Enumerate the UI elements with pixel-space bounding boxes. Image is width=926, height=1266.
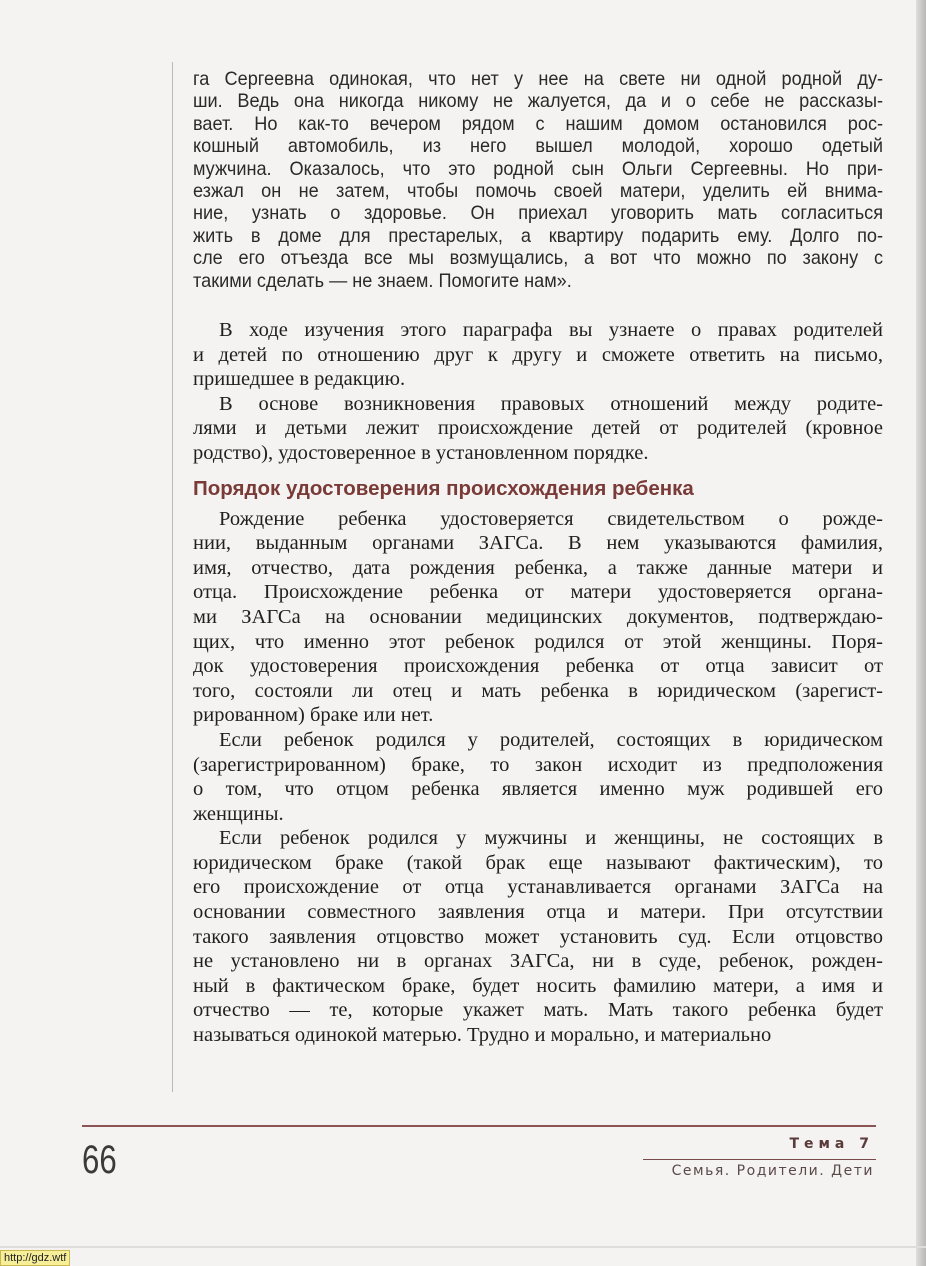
paragraph-line: отца. Происхождение ребенка от матери удостоверяется органа- [193, 581, 883, 604]
paragraph-line: юридическом браке (такой брак еще называют фактическим), то [193, 851, 883, 874]
paragraph-line: ми ЗАГСа на основании медицинских документов, подтверждаю- [193, 605, 883, 628]
letter-line: жить в доме для престарелых, а квартиру подарить ему. Долго по- [193, 224, 884, 247]
letter-line: ши. Ведь она никогда никому не жалуется, да и о себе не рассказы- [193, 90, 884, 113]
paragraph-line: щих, что именно этот ребенок родился от этой женщины. Поря- [193, 630, 883, 653]
topic-label: Тема 7 [789, 1136, 874, 1152]
paragraph-line: отчество — те, которые укажет мать. Мать такого ребенка будет [193, 999, 883, 1022]
letter-line: вает. Но как-то вечером рядом с нашим домом остановился рос- [193, 112, 884, 135]
paragraph-line: док удостоверения происхождения ребенка от отца зависит от [193, 655, 883, 678]
letter-line: ние, узнать о здоровье. Он приехал уговорить мать согласиться [193, 202, 884, 225]
paragraph-line: Если ребенок родился у мужчины и женщины, не состоящих в [219, 827, 883, 850]
letter-line: такими сделать — не знаем. Помогите нам». [193, 269, 572, 292]
letter-quote [193, 68, 883, 292]
paragraph-line: основании совместного заявления отца и матери. При отсутствии [193, 901, 883, 924]
letter-line: сле его отъезда все мы возмущались, а вот что можно по закону с [193, 247, 884, 270]
page-bottom-edge [0, 1246, 926, 1248]
footer-rule [82, 1125, 876, 1127]
letter-line: езжал он не затем, чтобы помочь своей матери, уделить ей внима- [193, 179, 884, 202]
paragraph-line: не установлено ни в органах ЗАГСа, ни в суде, ребенок, рожден- [193, 950, 883, 973]
page-number: 66 [82, 1138, 117, 1182]
paragraph-line: называться одинокой матерью. Трудно и морально, и материально [193, 1024, 772, 1047]
letter-line: га Сергеевна одинокая, что нет у нее на свете ни одной родной ду- [193, 68, 884, 90]
paragraph-line: ный в фактическом браке, будет носить фамилию матери, а имя и [193, 974, 883, 997]
paragraph-line: пришедшее в редакцию. [193, 368, 406, 391]
paragraph-line: лями и детьми лежит происхождение детей от родителей (кровное [193, 417, 883, 440]
letter-line: мужчина. Оказалось, что это родной сын Ольги Сергеевны. Но при- [193, 157, 884, 180]
paragraph-line: нии, выданным органами ЗАГСа. В нем указываются фамилия, [193, 532, 883, 555]
margin-rule [172, 62, 173, 1092]
paragraph-line: того, состояли ли отец и мать ребенка в юридическом (зарегист- [193, 679, 883, 702]
paragraph-line: женщины. [193, 802, 284, 825]
paragraph-line: Рождение ребенка удостоверяется свидетельством о рожде- [219, 507, 883, 530]
topic-rule [643, 1159, 876, 1160]
paragraph-line: о том, что отцом ребенка является именно муж родившей его [193, 778, 883, 801]
paragraph-line: его происхождение от отца устанавливается органами ЗАГСа на [193, 876, 883, 899]
letter-line: кошный автомобиль, из него вышел молодой, хорошо одетый [193, 135, 884, 158]
paragraph-line: Если ребенок родился у родителей, состоящих в юридическом [219, 728, 883, 751]
main-text [193, 318, 883, 1048]
paragraph-line: такого заявления отцовство может установить суд. Если отцовство [193, 925, 883, 948]
section-heading: Порядок удостоверения происхождения ребенка [193, 476, 694, 500]
paragraph-line: и детей по отношению друг к другу и сможете ответить на письмо, [193, 343, 883, 366]
paragraph-line: рированном) браке или нет. [193, 704, 434, 727]
watermark-link[interactable]: http://gdz.wtf [0, 1250, 70, 1266]
topic-title: Семья. Родители. Дети [671, 1163, 874, 1179]
paragraph-line: родство), удостоверенное в установленном порядке. [193, 441, 649, 464]
paragraph-line: (зарегистрированном) браке, то закон исходит из предположения [193, 753, 883, 776]
paragraph-line: В ходе изучения этого параграфа вы узнаете о правах родителей [219, 319, 883, 341]
paragraph-line: В основе возникновения правовых отношений между родите- [219, 392, 883, 415]
paragraph-line: имя, отчество, дата рождения ребенка, а также данные матери и [193, 556, 883, 579]
page-edge-shadow [916, 0, 926, 1266]
